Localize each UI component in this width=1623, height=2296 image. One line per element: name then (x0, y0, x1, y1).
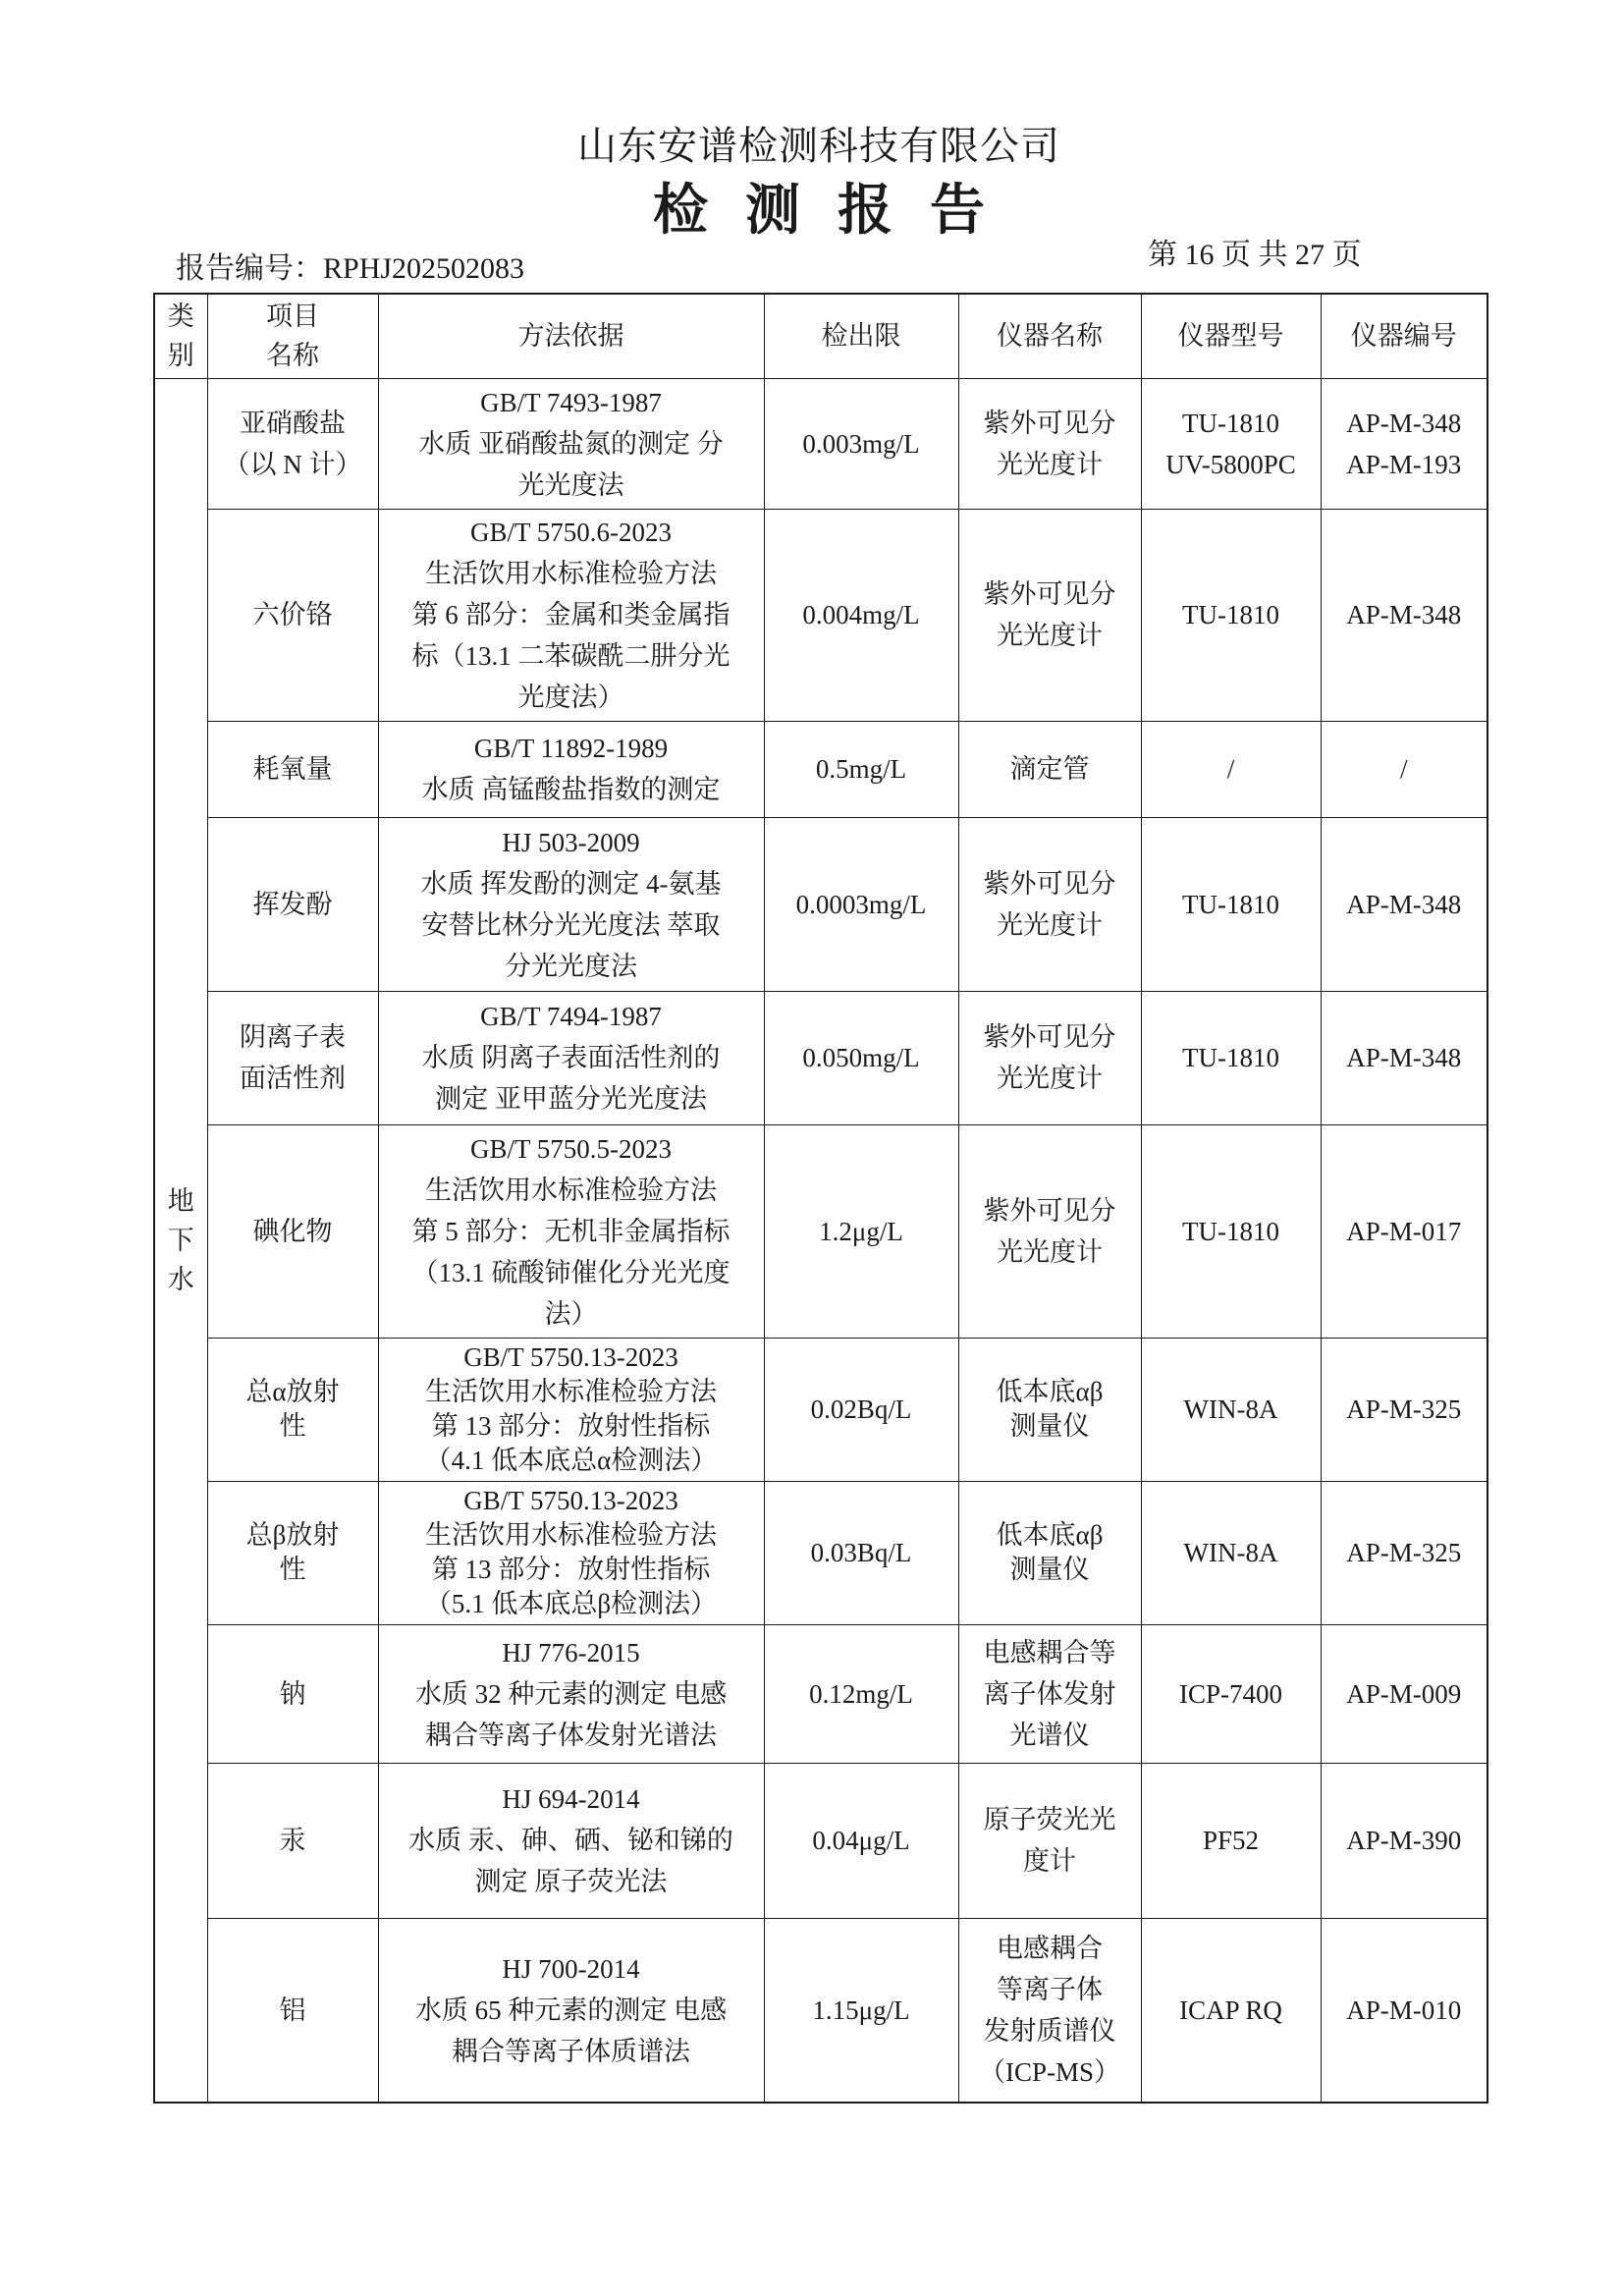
method-cell: HJ 694-2014 水质 汞、砷、硒、铋和锑的 测定 原子荧光法 (378, 1763, 764, 1918)
method-cell: HJ 700-2014 水质 65 种元素的测定 电感 耦合等离子体质谱法 (378, 1918, 764, 2103)
table-row (154, 1918, 1488, 2103)
table-row (154, 1624, 1488, 1763)
method-cell: GB/T 7493-1987 水质 亚硝酸盐氮的测定 分 光光度法 (378, 378, 764, 509)
limit-cell: 0.02Bq/L (764, 1338, 958, 1481)
table-row (154, 721, 1488, 817)
limit-cell: 0.004mg/L (764, 509, 958, 721)
category-cell: 地 下 水 (154, 378, 207, 2103)
limit-cell: 0.0003mg/L (764, 817, 958, 991)
method-cell: GB/T 11892-1989 水质 高锰酸盐指数的测定 (378, 721, 764, 817)
table-row (154, 1481, 1488, 1624)
item-cell: 碘化物 (207, 1124, 378, 1338)
item-cell: 铝 (207, 1918, 378, 2103)
item-cell: 总β放射 性 (207, 1481, 378, 1624)
item-cell: 挥发酚 (207, 817, 378, 991)
col-header-model: 仪器型号 (1141, 294, 1321, 378)
report-number-value: RPHJ202502083 (323, 252, 525, 285)
table-row (154, 1124, 1488, 1338)
model-cell: WIN-8A (1141, 1338, 1321, 1481)
limit-cell: 0.050mg/L (764, 991, 958, 1124)
instrument-cell: 滴定管 (958, 721, 1141, 817)
instrument-id-cell: AP-M-390 (1321, 1763, 1488, 1918)
item-cell: 总α放射 性 (207, 1338, 378, 1481)
model-cell: TU-1810 (1141, 991, 1321, 1124)
col-header-item: 项目 名称 (207, 294, 378, 378)
limit-cell: 0.04μg/L (764, 1763, 958, 1918)
instrument-cell: 电感耦合 等离子体 发射质谱仪 （ICP-MS） (958, 1918, 1141, 2103)
instrument-id-cell: AP-M-325 (1321, 1338, 1488, 1481)
method-cell: HJ 503-2009 水质 挥发酚的测定 4-氨基 安替比林分光光度法 萃取 分光光度法 (378, 817, 764, 991)
item-cell: 六价铬 (207, 509, 378, 721)
limit-cell: 1.15μg/L (764, 1918, 958, 2103)
table-row (154, 991, 1488, 1124)
instrument-cell: 原子荧光光 度计 (958, 1763, 1141, 1918)
limit-cell: 0.5mg/L (764, 721, 958, 817)
model-cell: TU-1810 (1141, 1124, 1321, 1338)
col-header-method: 方法依据 (378, 294, 764, 378)
page-info: 第 16 页 共 27 页 (1148, 239, 1362, 271)
instrument-cell: 紫外可见分 光光度计 (958, 509, 1141, 721)
instrument-id-cell: AP-M-348 (1321, 991, 1488, 1124)
instrument-cell: 电感耦合等 离子体发射 光谱仪 (958, 1624, 1141, 1763)
instrument-id-cell: AP-M-010 (1321, 1918, 1488, 2103)
table-row (154, 378, 1488, 509)
col-header-category: 类 别 (154, 294, 207, 378)
detection-method-table (153, 293, 1488, 2104)
col-header-limit: 检出限 (764, 294, 958, 378)
model-cell: TU-1810 (1141, 817, 1321, 991)
table-row (154, 1763, 1488, 1918)
method-cell: GB/T 7494-1987 水质 阴离子表面活性剂的 测定 亚甲蓝分光光度法 (378, 991, 764, 1124)
col-header-instrument: 仪器名称 (958, 294, 1141, 378)
limit-cell: 0.12mg/L (764, 1624, 958, 1763)
table-header-row (154, 294, 1488, 378)
table-row (154, 509, 1488, 721)
instrument-cell: 紫外可见分 光光度计 (958, 1124, 1141, 1338)
report-number (176, 249, 524, 289)
document-title: 检 测 报 告 (653, 181, 997, 242)
model-cell: TU-1810 (1141, 509, 1321, 721)
item-cell: 耗氧量 (207, 721, 378, 817)
method-cell: GB/T 5750.6-2023 生活饮用水标准检验方法 第 6 部分：金属和类金属指 标（13.1 二苯碳酰二肼分光 光度法） (378, 509, 764, 721)
instrument-cell: 低本底αβ 测量仪 (958, 1481, 1141, 1624)
model-cell: ICAP RQ (1141, 1918, 1321, 2103)
method-cell: GB/T 5750.13-2023 生活饮用水标准检验方法 第 13 部分：放射性指标 （5.1 低本底总β检测法） (378, 1481, 764, 1624)
instrument-cell: 紫外可见分 光光度计 (958, 817, 1141, 991)
instrument-id-cell: AP-M-348 (1321, 817, 1488, 991)
method-cell: GB/T 5750.5-2023 生活饮用水标准检验方法 第 5 部分：无机非金属指标 （13.1 硫酸铈催化分光光度 法） (378, 1124, 764, 1338)
model-cell: / (1141, 721, 1321, 817)
instrument-id-cell: AP-M-017 (1321, 1124, 1488, 1338)
instrument-id-cell: AP-M-009 (1321, 1624, 1488, 1763)
model-cell: WIN-8A (1141, 1481, 1321, 1624)
report-number-label: 报告编号： (176, 252, 323, 285)
method-cell: GB/T 5750.13-2023 生活饮用水标准检验方法 第 13 部分：放射性指标 （4.1 低本底总α检测法） (378, 1338, 764, 1481)
instrument-cell: 低本底αβ 测量仪 (958, 1338, 1141, 1481)
company-name: 山东安谱检测科技有限公司 (577, 124, 1060, 168)
model-cell: TU-1810 UV-5800PC (1141, 378, 1321, 509)
instrument-cell: 紫外可见分 光光度计 (958, 378, 1141, 509)
instrument-id-cell: / (1321, 721, 1488, 817)
limit-cell: 1.2μg/L (764, 1124, 958, 1338)
instrument-id-cell: AP-M-348 (1321, 509, 1488, 721)
col-header-instrument-id: 仪器编号 (1321, 294, 1488, 378)
item-cell: 亚硝酸盐 （以 N 计） (207, 378, 378, 509)
instrument-id-cell: AP-M-325 (1321, 1481, 1488, 1624)
table-row (154, 817, 1488, 991)
model-cell: PF52 (1141, 1763, 1321, 1918)
limit-cell: 0.03Bq/L (764, 1481, 958, 1624)
limit-cell: 0.003mg/L (764, 378, 958, 509)
instrument-id-cell: AP-M-348 AP-M-193 (1321, 378, 1488, 509)
model-cell: ICP-7400 (1141, 1624, 1321, 1763)
item-cell: 钠 (207, 1624, 378, 1763)
instrument-cell: 紫外可见分 光光度计 (958, 991, 1141, 1124)
item-cell: 汞 (207, 1763, 378, 1918)
item-cell: 阴离子表 面活性剂 (207, 991, 378, 1124)
method-cell: HJ 776-2015 水质 32 种元素的测定 电感 耦合等离子体发射光谱法 (378, 1624, 764, 1763)
table-row (154, 1338, 1488, 1481)
